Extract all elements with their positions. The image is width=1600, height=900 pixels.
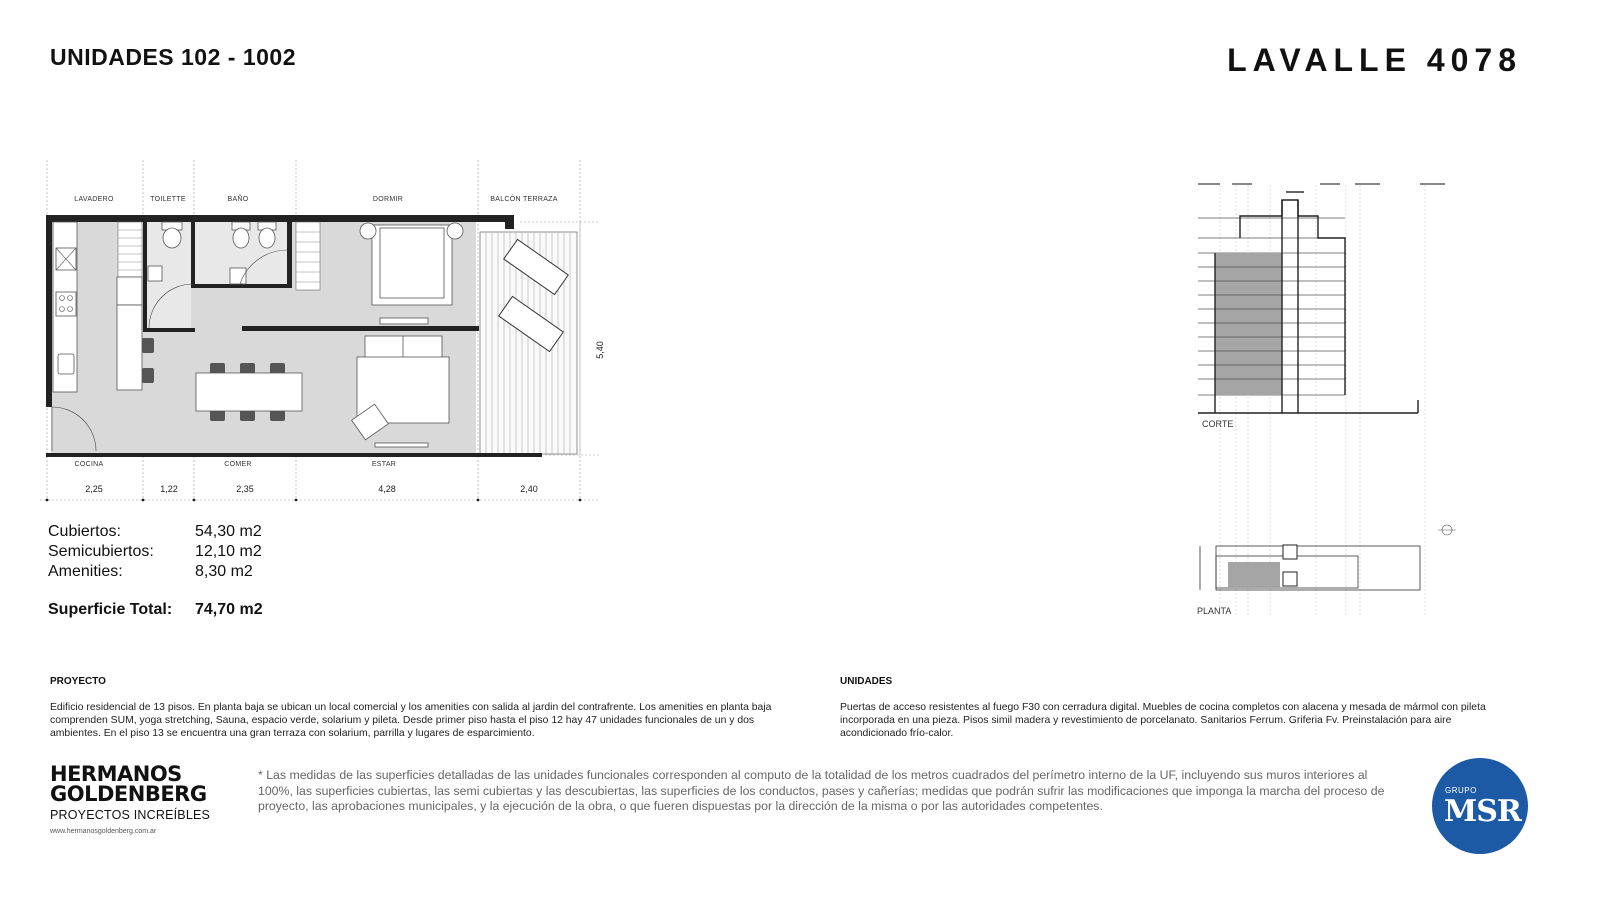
room-label-bano: BAÑO <box>227 196 249 203</box>
site-plan-label: PLANTA <box>1197 606 1232 616</box>
brand-line: HERMANOS <box>50 762 182 786</box>
room-label-comer: COMER <box>224 461 252 468</box>
section-label: CORTE <box>1202 419 1234 429</box>
area-row-total <box>48 600 263 620</box>
unidades-text: Puertas de acceso resistentes al fuego F30 con cerradura digital. Muebles de cocina completos con alacena y mesada de mármol con pileta incorporada en una pieza. Pisos simil madera y revestimiento de porcelanato. Sanitarios Ferrum. Griferia Fv. Preinstalación para aire acondicionado frío-calor. <box>840 702 1486 739</box>
room-label-balcon: BALCÓN TERRAZA <box>490 196 558 203</box>
dimension-label: 2,40 <box>520 484 538 494</box>
msr-logo-text: MSR <box>1444 794 1521 829</box>
area-value: 12,10 m2 <box>195 543 262 560</box>
hermanos-goldenberg-logo <box>50 764 210 835</box>
dimension-label: 2,35 <box>236 484 254 494</box>
dimension-label: 4,28 <box>378 484 396 494</box>
area-row-semicubiertos <box>48 542 263 562</box>
brand-line: GOLDENBERG <box>50 782 207 806</box>
total-area-label: Superficie Total: <box>48 601 173 618</box>
depth-dimension-label: 5,40 <box>595 341 605 359</box>
proyecto-text: Edificio residencial de 13 pisos. En planta baja se ubican un local comercial y los amenities con salida al jardin del contrafrente. Los amenities en planta baja comprenden SUM, yoga stretching, Sauna, espacio verde, solarium y pileta. Desde primer piso hasta el piso 12 hay 47 unidades funcionales de un y dos ambientes. En el piso 13 se encuentra una gran terraza con solarium, parrilla y lugares de esparcimiento. <box>50 702 772 739</box>
room-label-lavadero: LAVADERO <box>74 196 114 203</box>
floor-plan <box>40 155 610 510</box>
dimension-label: 1,22 <box>160 484 178 494</box>
area-row-cubiertos <box>48 522 263 542</box>
unidades-heading: UNIDADES <box>840 676 893 687</box>
brand-tagline: PROYECTOS INCREÍBLES <box>50 808 211 822</box>
building-address: LAVALLE 4078 <box>1227 42 1522 78</box>
area-label: Cubiertos: <box>48 523 121 540</box>
area-summary <box>48 522 263 620</box>
area-label: Semicubiertos: <box>48 543 154 560</box>
area-value: 8,30 m2 <box>195 563 253 580</box>
building-section-drawing <box>1190 175 1470 625</box>
proyecto-heading: PROYECTO <box>50 676 106 687</box>
area-value: 54,30 m2 <box>195 523 262 540</box>
room-label-dormir: DORMIR <box>372 196 404 203</box>
room-label-toilette: TOILETTE <box>150 196 186 203</box>
room-label-estar: ESTAR <box>371 461 397 468</box>
dimension-label: 2,25 <box>85 484 103 494</box>
area-row-amenities <box>48 562 263 582</box>
disclaimer: * Las medidas de las superficies detalladas de las unidades funcionales corresponden al computo de la totalidad de los metros cuadrados del perímetro interno de la UF, incluyendo sus muros interiores al 100%, las superficies cubiertas, las semi cubiertas y las descubiertas, las superficies de los conductos, pases y cañerías; medidas que podrán sufrir las modificaciones que imponga la marcha del proceso de proyecto, las aprobaciones municipales, y la ejecución de la obra, o que fueren dispuestas por la dirección de la misma o por las autoridades competentes. <box>258 768 1385 813</box>
unit-title: UNIDADES 102 - 1002 <box>50 44 296 70</box>
area-label: Amenities: <box>48 563 123 580</box>
grupo-msr-logo <box>1432 758 1528 854</box>
room-label-cocina: COCINA <box>74 461 104 468</box>
msr-logo-small-text: GRUPO <box>1445 786 1477 795</box>
brand-url: www.hermanosgoldenberg.com.ar <box>50 828 157 835</box>
total-area-value: 74,70 m2 <box>195 601 263 618</box>
